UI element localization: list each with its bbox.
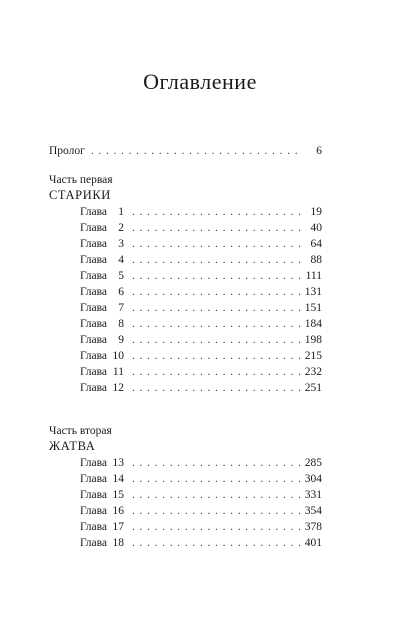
chapter-page: 40 xyxy=(310,222,322,234)
toc-entry-chapter[interactable] xyxy=(80,487,322,503)
chapter-label: Глава xyxy=(80,318,108,330)
chapter-number: 6 xyxy=(118,286,124,298)
chapter-number: 4 xyxy=(118,254,124,266)
dot-leader xyxy=(132,204,300,220)
dot-leader xyxy=(132,316,300,332)
chapter-page: 19 xyxy=(310,206,322,218)
chapter-page: 401 xyxy=(304,537,322,549)
chapter-page: 354 xyxy=(304,505,322,517)
dot-leader xyxy=(91,143,300,159)
toc-entry-chapter[interactable] xyxy=(80,300,322,316)
dot-leader xyxy=(132,332,300,348)
toc-entry-chapter[interactable] xyxy=(80,535,322,551)
chapter-label: Глава xyxy=(80,222,108,234)
chapter-label: Глава xyxy=(80,238,108,250)
chapter-page: 232 xyxy=(304,366,322,378)
chapter-number: 15 xyxy=(112,489,124,501)
dot-leader xyxy=(132,220,300,236)
toc-entry-chapter[interactable] xyxy=(80,332,322,348)
toc-entry-chapter[interactable] xyxy=(80,220,322,236)
chapter-label: Глава xyxy=(80,505,108,517)
part-title: ЖАТВА xyxy=(49,439,96,453)
chapter-label: Глава xyxy=(80,206,108,218)
chapter-page: 215 xyxy=(304,350,322,362)
chapter-label: Глава xyxy=(80,350,108,362)
toc-entry-page: 6 xyxy=(316,145,322,157)
toc-entry-chapter[interactable] xyxy=(80,268,322,284)
chapter-number: 2 xyxy=(118,222,124,234)
dot-leader xyxy=(132,487,300,503)
dot-leader xyxy=(132,284,300,300)
chapter-number: 9 xyxy=(118,334,124,346)
toc-entry-label: Пролог xyxy=(49,145,85,157)
chapter-label: Глава xyxy=(80,334,108,346)
toc-entry-prologue[interactable] xyxy=(49,143,322,159)
dot-leader xyxy=(132,252,300,268)
chapter-page: 285 xyxy=(304,457,322,469)
chapter-number: 17 xyxy=(112,521,124,533)
chapter-number: 14 xyxy=(112,473,124,485)
chapter-page: 251 xyxy=(304,382,322,394)
chapter-page: 198 xyxy=(304,334,322,346)
part-title: СТАРИКИ xyxy=(49,188,111,202)
chapter-number: 8 xyxy=(118,318,124,330)
dot-leader xyxy=(132,236,300,252)
chapter-page: 151 xyxy=(304,302,322,314)
chapter-page: 378 xyxy=(304,521,322,533)
toc-entry-chapter[interactable] xyxy=(80,204,322,220)
dot-leader xyxy=(132,455,300,471)
chapter-page: 111 xyxy=(305,270,322,282)
dot-leader xyxy=(132,364,300,380)
chapter-number: 16 xyxy=(112,505,124,517)
chapter-number: 12 xyxy=(112,382,124,394)
toc-entry-chapter[interactable] xyxy=(80,252,322,268)
dot-leader xyxy=(132,348,300,364)
dot-leader xyxy=(132,519,300,535)
chapter-number: 7 xyxy=(118,302,124,314)
chapter-number: 5 xyxy=(118,270,124,282)
chapter-label: Глава xyxy=(80,286,108,298)
dot-leader xyxy=(132,535,300,551)
chapter-page: 331 xyxy=(304,489,322,501)
chapter-page: 304 xyxy=(304,473,322,485)
toc-entry-chapter[interactable] xyxy=(80,471,322,487)
chapter-label: Глава xyxy=(80,254,108,266)
chapter-label: Глава xyxy=(80,366,108,378)
chapter-number: 11 xyxy=(112,366,124,378)
toc-entry-chapter[interactable] xyxy=(80,284,322,300)
chapter-page: 184 xyxy=(304,318,322,330)
chapter-number: 18 xyxy=(112,537,124,549)
chapter-label: Глава xyxy=(80,521,108,533)
chapter-number: 13 xyxy=(112,457,124,469)
dot-leader xyxy=(132,503,300,519)
toc-entry-chapter[interactable] xyxy=(80,364,322,380)
dot-leader xyxy=(132,380,300,396)
chapter-label: Глава xyxy=(80,302,108,314)
toc-entry-chapter[interactable] xyxy=(80,236,322,252)
toc-entry-chapter[interactable] xyxy=(80,316,322,332)
chapter-label: Глава xyxy=(80,457,108,469)
chapter-label: Глава xyxy=(80,382,108,394)
chapter-number: 1 xyxy=(118,206,124,218)
page-title: Оглавление xyxy=(143,69,257,94)
chapter-label: Глава xyxy=(80,473,108,485)
toc-entry-chapter[interactable] xyxy=(80,455,322,471)
chapter-number: 3 xyxy=(118,238,124,250)
toc-entry-chapter[interactable] xyxy=(80,380,322,396)
dot-leader xyxy=(132,471,300,487)
part-label: Часть первая xyxy=(49,174,113,186)
part-label: Часть вторая xyxy=(49,425,112,437)
chapter-page: 88 xyxy=(310,254,322,266)
toc-entry-chapter[interactable] xyxy=(80,519,322,535)
chapter-page: 131 xyxy=(304,286,322,298)
chapter-number: 10 xyxy=(112,350,124,362)
dot-leader xyxy=(132,300,300,316)
chapter-label: Глава xyxy=(80,537,108,549)
toc-entry-chapter[interactable] xyxy=(80,503,322,519)
chapter-label: Глава xyxy=(80,489,108,501)
dot-leader xyxy=(132,268,300,284)
chapter-label: Глава xyxy=(80,270,108,282)
chapter-page: 64 xyxy=(310,238,322,250)
toc-entry-chapter[interactable] xyxy=(80,348,322,364)
